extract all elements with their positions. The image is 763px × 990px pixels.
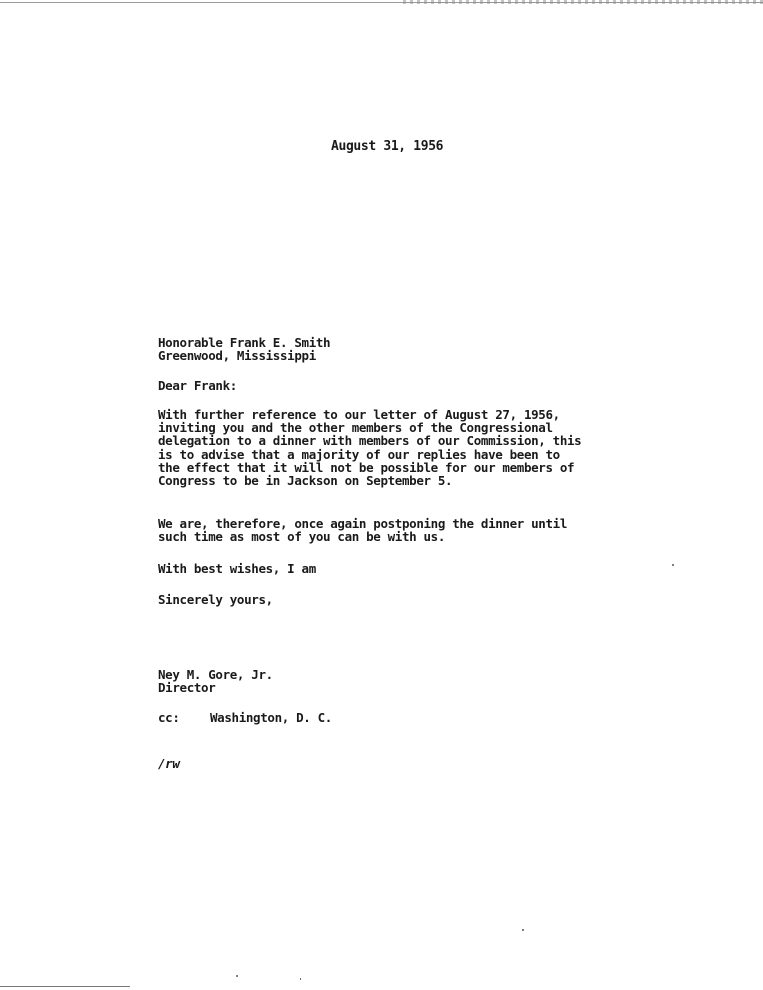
body-paragraph-2 bbox=[158, 517, 567, 543]
scan-noise-top bbox=[403, 0, 763, 4]
paragraph-line: Congress to be in Jackson on September 5. bbox=[158, 473, 453, 489]
typist-initials: /rw bbox=[158, 756, 180, 771]
paragraph-line: We are, therefore, once again postponing the dinner until bbox=[158, 516, 568, 531]
signature-block bbox=[158, 668, 273, 694]
scan-edge-bottom bbox=[0, 986, 130, 987]
body-paragraph-1 bbox=[158, 408, 581, 487]
paragraph-line: such time as most of you can be with us. bbox=[158, 529, 446, 545]
paragraph-line: is to advise that a majority of our replies have been to bbox=[158, 446, 560, 462]
scan-speck bbox=[300, 978, 301, 980]
recipient-name: Honorable Frank E. Smith bbox=[158, 335, 331, 350]
paragraph-line: With further reference to our letter of August 27, 1956, bbox=[158, 407, 560, 422]
scan-speck bbox=[522, 929, 524, 931]
salutation: Dear Frank: bbox=[158, 378, 237, 393]
paragraph-line: delegation to a dinner with members of our Commission, this bbox=[158, 433, 582, 449]
paragraph-line: the effect that it will not be possible for our members of bbox=[158, 459, 575, 475]
signer-name: Ney M. Gore, Jr. bbox=[158, 667, 273, 682]
recipient-address bbox=[158, 336, 330, 362]
complimentary-close: Sincerely yours, bbox=[158, 592, 273, 607]
paragraph-line: inviting you and the other members of the Congressional bbox=[158, 420, 553, 436]
scan-speck bbox=[672, 564, 674, 566]
cc-line bbox=[158, 711, 332, 724]
signer-title: Director bbox=[158, 680, 216, 696]
cc-value: Washington, D. C. bbox=[210, 710, 332, 725]
letter-date: August 31, 1956 bbox=[331, 139, 444, 154]
recipient-location: Greenwood, Mississippi bbox=[158, 348, 316, 364]
closing-line: With best wishes, I am bbox=[158, 561, 316, 576]
cc-label: cc: bbox=[158, 710, 180, 725]
scan-speck bbox=[236, 975, 238, 977]
